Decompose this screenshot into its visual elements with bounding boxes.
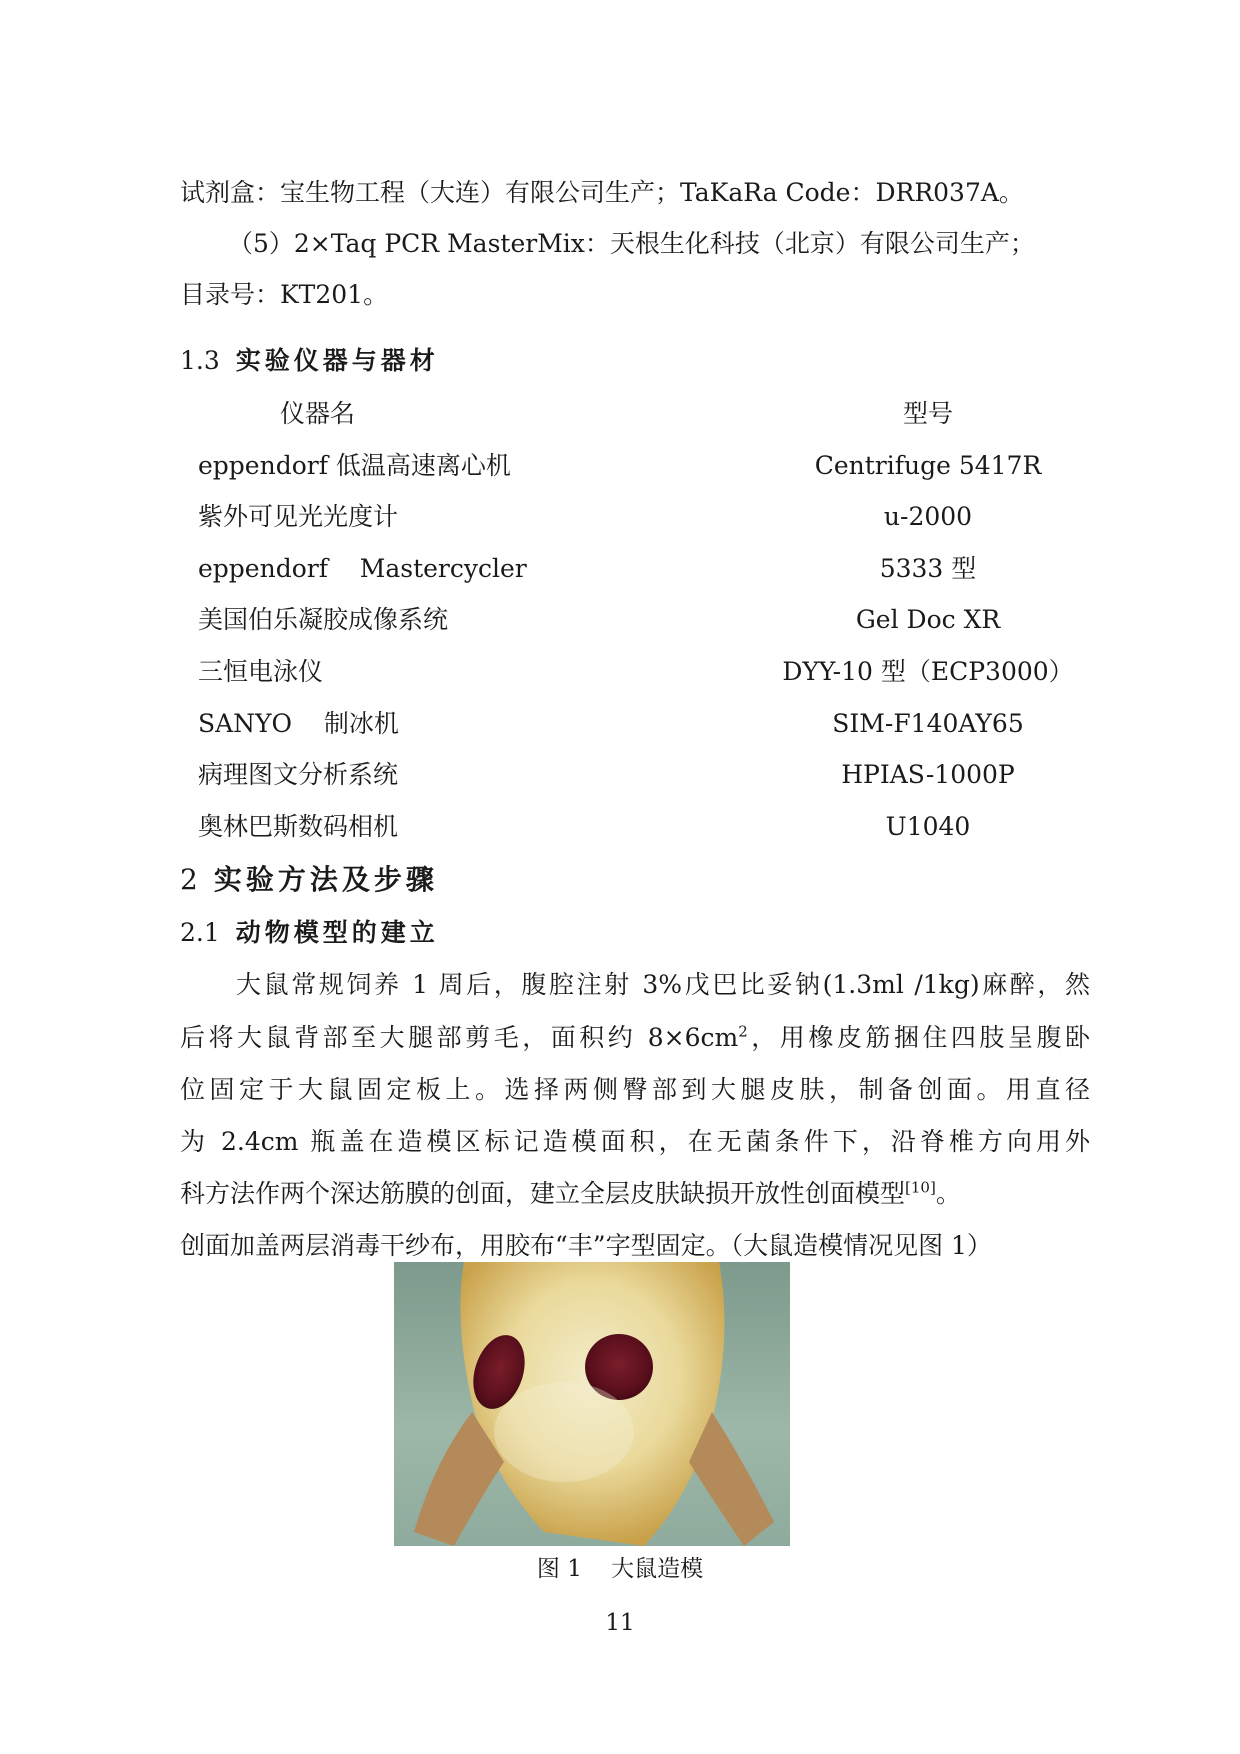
figure-caption xyxy=(0,1554,1240,1584)
instrument-model: DYY-10 型（ECP3000） xyxy=(782,657,1074,686)
section-title: 实验方法及步骤 xyxy=(213,863,438,896)
table-row xyxy=(198,500,1098,534)
instrument-name: 奥林巴斯数码相机 xyxy=(198,812,399,841)
section-heading-2 xyxy=(180,864,1090,896)
figure-rat-model-photo xyxy=(394,1262,790,1546)
instrument-model: HPIAS-1000P xyxy=(841,760,1015,789)
table-row xyxy=(198,552,1098,586)
column-header-model: 型号 xyxy=(902,399,953,428)
rat-wound-illustration xyxy=(394,1262,790,1546)
instrument-model: u-2000 xyxy=(883,502,973,531)
instrument-name: eppendorf Mastercycler xyxy=(198,554,527,583)
section-number: 1.3 xyxy=(180,346,220,375)
paragraph-line: 后将大鼠背部至大腿部剪毛，面积约 $8\times 6cm^2$，用橡皮筋捆住四肢呈腹卧 xyxy=(180,1022,1090,1052)
instrument-name: 三恒电泳仪 xyxy=(198,657,324,686)
table-header xyxy=(198,397,1098,431)
table-row xyxy=(198,707,1098,741)
section-title: 动物模型的建立 xyxy=(235,918,439,947)
instrument-name: eppendorf 低温高速离心机 xyxy=(198,451,511,480)
section-title: 实验仪器与器材 xyxy=(235,346,439,375)
text-line-mastermix: （5）2×Taq PCR MasterMix：天根生化科技（北京）有限公司生产； xyxy=(228,229,1035,258)
instrument-name: 美国伯乐凝胶成像系统 xyxy=(198,605,449,634)
instrument-name: 病理图文分析系统 xyxy=(198,760,399,789)
instrument-model: SIM-F140AY65 xyxy=(832,709,1024,738)
instrument-name: 紫外可见光光度计 xyxy=(198,502,399,531)
paragraph-line: 为 2.4cm 瓶盖在造模区标记造模面积，在无菌条件下，沿脊椎方向用外 xyxy=(180,1127,1090,1156)
instrument-model: Centrifuge 5417R xyxy=(814,451,1042,480)
paragraph-line: 大鼠常规饲养 1 周后，腹腔注射 3%戊巴比妥钠(1.3ml /1kg)麻醉，然 xyxy=(236,970,1090,999)
instrument-model: U1040 xyxy=(885,812,971,841)
table-row xyxy=(198,655,1098,689)
figure-title: 大鼠造模 xyxy=(611,1556,704,1582)
section-heading-1-3 xyxy=(180,345,1090,377)
paragraph-line: 创面加盖两层消毒干纱布，用胶布“丰”字型固定。（大鼠造模情况见图 1） xyxy=(180,1231,992,1260)
instrument-model: Gel Doc XR xyxy=(855,605,1001,634)
column-header-name: 仪器名 xyxy=(280,399,356,428)
text-line-catalog: 目录号：KT201。 xyxy=(180,280,389,309)
section-number: 2.1 xyxy=(180,918,220,947)
paragraph-line: 科方法作两个深达筋膜的创面，建立全层皮肤缺损开放性创面模型[10]。 xyxy=(180,1178,961,1208)
table-row xyxy=(198,810,1098,844)
figure-label: 图 1 xyxy=(536,1556,582,1582)
paragraph-line: 位固定于大鼠固定板上。选择两侧臀部到大腿皮肤，制备创面。用直径 xyxy=(180,1075,1090,1104)
table-row xyxy=(198,603,1098,637)
instrument-model: 5333 型 xyxy=(879,554,977,583)
table-row xyxy=(198,449,1098,483)
section-number: 2 xyxy=(180,863,198,896)
section-heading-2-1 xyxy=(180,917,1090,949)
page-number: 11 xyxy=(605,1610,635,1636)
table-row xyxy=(198,758,1098,792)
text-line-reagent-kit: 试剂盒：宝生物工程（大连）有限公司生产；TaKaRa Code：DRR037A。 xyxy=(180,178,1024,207)
instrument-name: SANYO 制冰机 xyxy=(198,709,399,738)
citation: [10] xyxy=(905,1178,936,1197)
